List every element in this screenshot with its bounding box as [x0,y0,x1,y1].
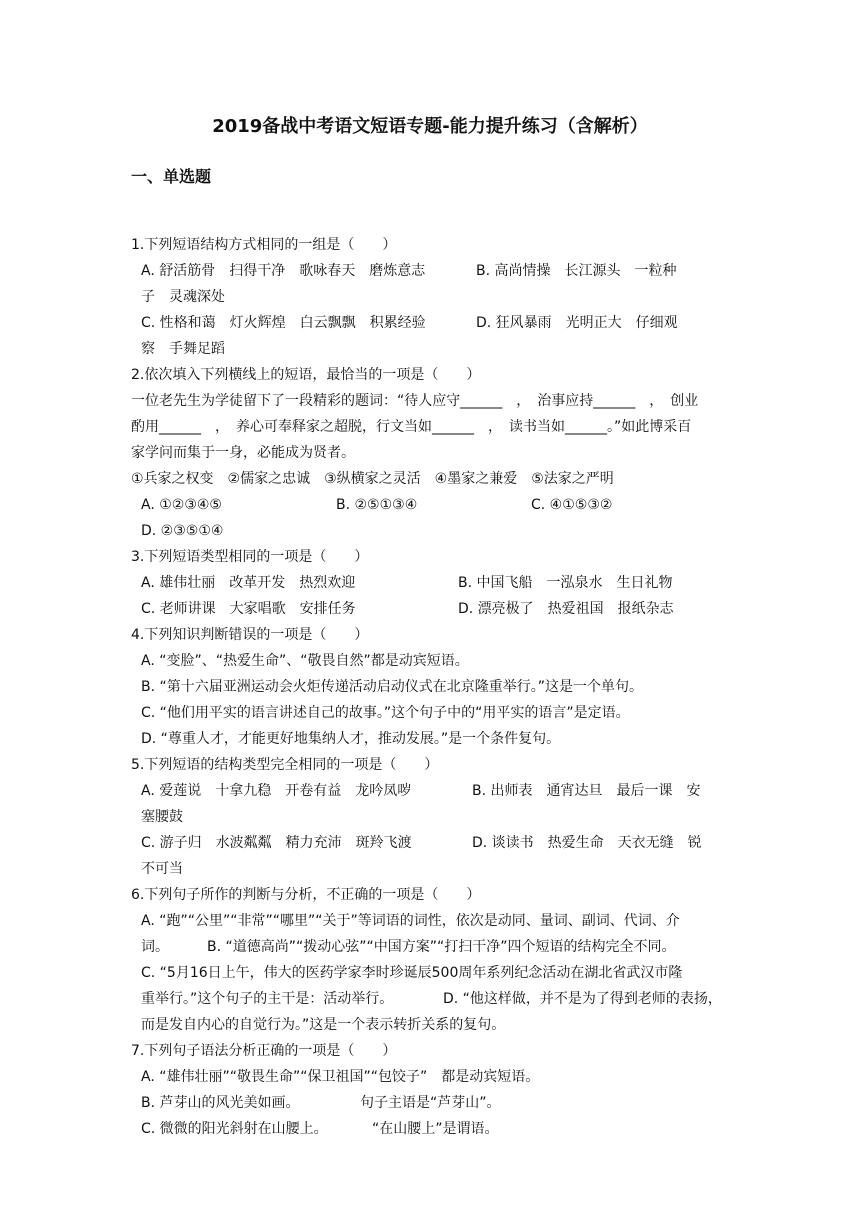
question-2-passage-line-3: 家学问而集于一身，必能成为贤者。 [131,445,355,461]
question-4-option-a: A. “变脸”、“热爱生命”、“敬畏自然”都是动宾短语。 [141,653,469,669]
question-5-option-c: C. 游子归 水波粼粼 精力充沛 斑羚飞渡 [141,835,412,851]
question-1-option-b: B. 高尚情操 长江源头 一粒种 [476,263,677,279]
question-5-option-d-wrap: 不可当 [141,861,183,877]
question-5-option-b: B. 出师表 通宵达旦 最后一课 安 [472,783,701,799]
question-7-option-c-note: “在山腰上”是谓语。 [372,1121,499,1137]
question-1-option-d: D. 狂风暴雨 光明正大 仔细观 [476,315,678,331]
question-6-option-b: B. “道德高尚”“拨动心弦”“中国方案”“打扫干净”四个短语的结构完全不同。 [207,939,676,955]
question-5-option-a: A. 爱莲说 十拿九稳 开卷有益 龙吟凤哕 [141,783,412,799]
question-1-stem: 1.下列短语结构方式相同的一组是（ ） [131,237,397,253]
question-1-option-c: C. 性格和蔼 灯火辉煌 白云飘飘 积累经验 [141,315,426,331]
question-2-stem: 2.依次填入下列横线上的短语，最恰当的一项是（ ） [131,367,481,383]
question-2-passage-line-1: 一位老先生为学徒留下了一段精彩的题词：“待人应守______ ， 治事应持______ ， 创业 [131,393,699,409]
question-7-option-a: A. “雄伟壮丽”“敬畏生命”“保卫祖国”“包饺子” 都是动宾短语。 [141,1069,540,1085]
question-7-option-b: B. 芦芽山的风光美如画。 [141,1095,300,1111]
question-2-option-c: C. ④①⑤③② [531,497,613,513]
question-6-option-a: A. “跑”“公里”“非常”“哪里”“关于”等词语的词性，依次是动同、量词、副词、代词、介 [141,913,680,929]
question-3-option-a: A. 雄伟壮丽 改革开发 热烈欢迎 [141,575,356,591]
question-4-option-c: C. “他们用平实的语言讲述自己的故事。”这个句子中的“用平实的语言”是定语。 [141,705,630,721]
question-2-option-a: A. ①②③④⑤ [141,497,222,513]
question-6-option-c: C. “5月16日上午，伟大的医药学家李时珍诞辰500周年系列纪念活动在湖北省武汉市隆 [141,965,683,981]
question-1-option-b-wrap: 子 灵魂深处 [141,289,225,305]
question-3-option-c: C. 老师讲课 大家唱歌 安排任务 [141,601,356,617]
question-3-option-b: B. 中国飞船 一泓泉水 生日礼物 [458,575,673,591]
question-6-option-a-wrap: 词。 [141,939,169,955]
page-title: 2019备战中考语文短语专题-能力提升练习（含解析） [212,116,648,137]
question-2-passage-line-2: 酌用______ ， 养心可奉释家之超脱，行文当如______ ， 读书当如______。”如此博采百 [131,419,692,435]
question-5-option-d: D. 谈读书 热爱生命 天衣无缝 锐 [472,835,702,851]
question-2-option-d: D. ②③⑤①④ [141,523,224,539]
question-7-stem: 7.下列句子语法分析正确的一项是（ ） [131,1043,397,1059]
question-5-option-b-wrap: 塞腰鼓 [141,809,183,825]
question-2-option-b: B. ②⑤①③④ [336,497,418,513]
question-4-option-d: D. “尊重人才，才能更好地集纳人才，推动发展。”是一个条件复句。 [141,731,561,747]
question-6-stem: 6.下列句子所作的判断与分析，不正确的一项是（ ） [131,887,481,903]
section-heading: 一、单选题 [131,167,212,186]
question-6-option-d: D. “他这样做，并不是为了得到老师的表扬， [443,991,722,1007]
question-4-stem: 4.下列知识判断错误的一项是（ ） [131,627,369,643]
question-7-option-b-note: 句子主语是“芦芽山”。 [360,1095,501,1111]
question-1-option-a: A. 舒活筋骨 扫得干净 歌咏春天 磨炼意志 [141,263,426,279]
question-6-option-d-wrap: 而是发自内心的自觉行为。”这是一个表示转折关系的复句。 [141,1017,506,1033]
question-5-stem: 5.下列短语的结构类型完全相同的一项是（ ） [131,757,439,773]
question-7-option-c: C. 微微的阳光斜射在山腰上。 [141,1121,328,1137]
question-4-option-b: B. “第十六届亚洲运动会火炬传递活动启动仪式在北京隆重举行。”这是一个单句。 [141,679,644,695]
question-3-option-d: D. 漂亮极了 热爱祖国 报纸杂志 [458,601,674,617]
question-2-choices: ①兵家之权变 ②儒家之忠诚 ③纵横家之灵活 ④墨家之兼爱 ⑤法家之严明 [131,471,614,487]
question-3-stem: 3.下列短语类型相同的一项是（ ） [131,549,369,565]
question-6-option-c-wrap: 重举行。”这个句子的主干是：活动举行。 [141,991,394,1007]
question-1-option-d-wrap: 察 手舞足蹈 [141,341,225,357]
